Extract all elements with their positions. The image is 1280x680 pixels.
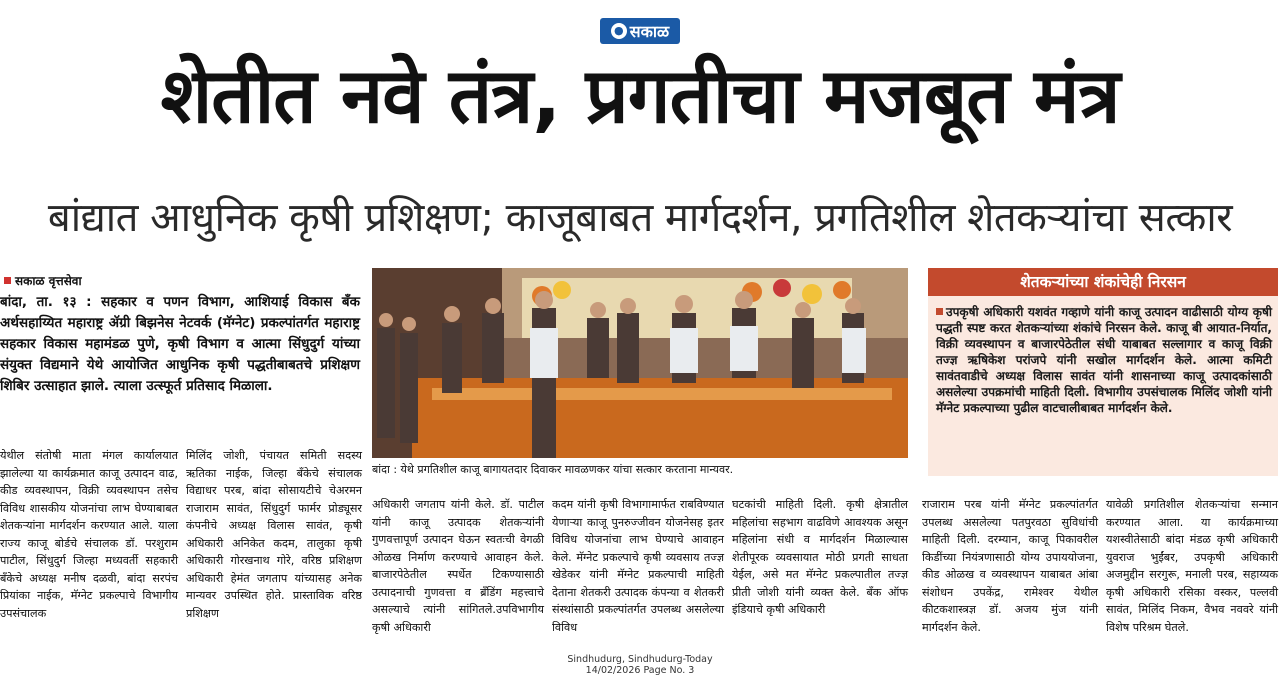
sidebar-heading: शेतकऱ्यांच्या शंकांचेही निरसन xyxy=(928,268,1278,296)
byline-text: सकाळ वृत्तसेवा xyxy=(15,274,82,288)
article-column-7: यावेळी प्रगतिशील शेतकऱ्यांचा सन्मान करण्यात आला. या कार्यक्रमाच्या यशस्वीतेसाठी बांदा मंडळ कृषी अधिकारी युवराज भुईंबर, उपकृषी अधिकारी अजमुद्दीन सरगुरू, मनाली परब, सहाय्यक कृषी अधिकारी रसिका वस्कर, पल्लवी सावंत, मिलिंद निकम, वैभव नववरे यांनी विशेष परिश्रम घेतले. xyxy=(1106,498,1278,634)
logo-text: सकाळ xyxy=(629,22,670,41)
bullet-square-icon xyxy=(936,308,943,315)
article-intro: बांदा, ता. १३ : सहकार व पणन विभाग, आशियाई विकास बँक अर्थसहाय्यित महाराष्ट्र ॲग्री बिझनेस नेटवर्क (मॅग्नेट) प्रकल्पांतर्गत महाराष्ट्र सहकार विकास महामंडळ पुणे, कृषी विभाग व आत्मा सिंधुदुर्ग यांच्या संयुक्त विद्यमाने येथे आयोजित आधुनिक कृषी पद्धतीबाबतचे प्रशिक्षण शिबिर उत्साहात झाले. त्याला उत्स्फूर्त प्रतिसाद मिळाला. xyxy=(0,294,360,394)
article-column-5: घटकांची माहिती दिली. कृषी क्षेत्रातील महिलांचा सहभाग वाढविणे आवश्यक असून महिलांना संधी व मार्गदर्शन मिळाल्यास शेतीपूरक व्यवसायात मोठी प्रगती साधता येईल, असे मत मॅग्नेट प्रकल्पातील तज्ज्ञ प्रीती जोशी यांनी व्यक्त केले. बँक ऑफ इंडियाचे कृषी अधिकारी xyxy=(732,498,908,616)
masthead-logo xyxy=(600,18,680,44)
article-column-3: अधिकारी जगताप यांनी केले. डॉ. पाटील यांनी काजू उत्पादक शेतकऱ्यांनी गुणवत्तापूर्ण उत्पादन घेऊन स्वतःची वेगळी ओळख निर्माण करण्याचे आवाहन केले. बाजारपेठेतील स्पर्धेत टिकण्यासाठी उत्पादनाची गुणवत्ता व ब्रँडिंग महत्त्वाचे असल्याचे त्यांनी सांगितले.उपविभागीय कृषी अधिकारी xyxy=(372,498,544,634)
sakal-logo-icon: ● xyxy=(611,23,627,39)
article-column-2: मिलिंद जोशी, पंचायत समिती सदस्य ऋतिका नाईक, जिल्हा बँकेचे संचालक विद्याधर परब, बांदा सोसायटीचे चेअरमन राजाराम सावंत, सिंधुदुर्ग फार्मर प्रोड्यूसर कंपनीचे अध्यक्ष विलास सावंत, कृषी अधिकारी अनिकेत कदम, तालुका कृषी अधिकारी गोरखनाथ गोरे, वरिष्ठ प्रशिक्षण अधिकारी हेमंत जगताप यांच्यासह अनेक मान्यवर उपस्थित होते. प्रास्ताविक वरिष्ठ प्रशिक्षण xyxy=(186,449,362,620)
photo-caption: बांदा : येथे प्रगतिशील काजू बागायतदार दिवाकर मावळणकर यांचा सत्कार करताना मान्यवर. xyxy=(372,463,734,476)
event-photo xyxy=(372,268,908,458)
subheadline: बांद्यात आधुनिक कृषी प्रशिक्षण; काजूबाबत मार्गदर्शन, प्रगतिशील शेतकऱ्यांचा सत्कार xyxy=(47,195,1233,241)
page-footer xyxy=(540,654,740,676)
sidebar-body-wrap xyxy=(936,304,1272,416)
footer-edition: Sindhudurg, Sindhudurg-Today xyxy=(567,654,713,665)
sidebar-box xyxy=(928,268,1278,476)
article-column-1: येथील संतोषी माता मंगल कार्यालयात झालेल्या या कार्यक्रमात काजू उत्पादन वाढ, कीड व्यवस्थापन, विक्री व्यवस्थापन तसेच विविध शासकीय योजनांचा लाभ घेण्याबाबत शेतकऱ्यांना मार्गदर्शन करण्यात आले. याला राज्य काजू बोर्डचे संचालक डॉ. परशुराम पाटील, सिंधुदुर्ग जिल्हा मध्यवर्ती सहकारी बँकेचे अध्यक्ष मनीष दळवी, बांदा सरपंच प्रियांका नाईक, मॅग्नेट प्रकल्पाचे विभागीय उपसंचालक xyxy=(0,449,178,620)
article-column-4: कदम यांनी कृषी विभागामार्फत राबविण्यात येणाऱ्या काजू पुनरुज्जीवन योजनेसह इतर विविध योजनांचा लाभ घेण्याचे आवाहन केले. मॅग्नेट प्रकल्पाचे कृषी व्यवसाय तज्ज्ञ खेडेकर यांनी मॅग्नेट प्रकल्पाची माहिती देताना शेतकरी उत्पादक कंपन्या व शेतकरी संस्थांसाठी प्रकल्पांतर्गत उपलब्ध असलेल्या विविध xyxy=(552,498,724,634)
headline: शेतीत नवे तंत्र, प्रगतीचा मजबूत मंत्र xyxy=(160,51,1120,140)
footer-date-page: 14/02/2026 Page No. 3 xyxy=(585,665,695,676)
sidebar-body: उपकृषी अधिकारी यशवंत गव्हाणे यांनी काजू उत्पादन वाढीसाठी योग्य कृषी पद्धती स्पष्ट करत शेतकऱ्यांच्या शंकांचे निरसन केले. काजू बी आयात-निर्यात, विक्री व्यवस्थापन व बाजारपेठेतील संधी याबाबत सल्लागार व काजू विक्री तज्ज्ञ ऋषिकेश परांजपे यांनी सखोल मार्गदर्शन केले. आत्मा कमिटी सावंतवाडीचे अध्यक्ष विलास सावंत यांनी शासनाच्या काजू उत्पादकांसाठी असलेल्या उपक्रमांची माहिती दिली. विभागीय उपसंचालक मिलिंद जोशी यांनी मॅग्नेट प्रकल्पाच्या पुढील वाटचालीबाबत मार्गदर्शन केले. xyxy=(936,305,1272,415)
byline-square-icon xyxy=(4,277,11,284)
byline xyxy=(4,272,82,289)
event-photo-illustration xyxy=(372,268,908,458)
article-column-6: राजाराम परब यांनी मॅग्नेट प्रकल्पांतर्गत उपलब्ध असलेल्या पतपुरवठा सुविधांची माहिती दिली. दरम्यान, काजू पिकावरील किडींच्या नियंत्रणासाठी योग्य उपाययोजना, कीड ओळख व व्यवस्थापन याबाबत आंबा संशोधन उपकेंद्र, रामेश्वर येथील कीटकशास्त्रज्ञ डॉ. अजय मुंज यांनी मार्गदर्शन केले. xyxy=(922,498,1098,634)
